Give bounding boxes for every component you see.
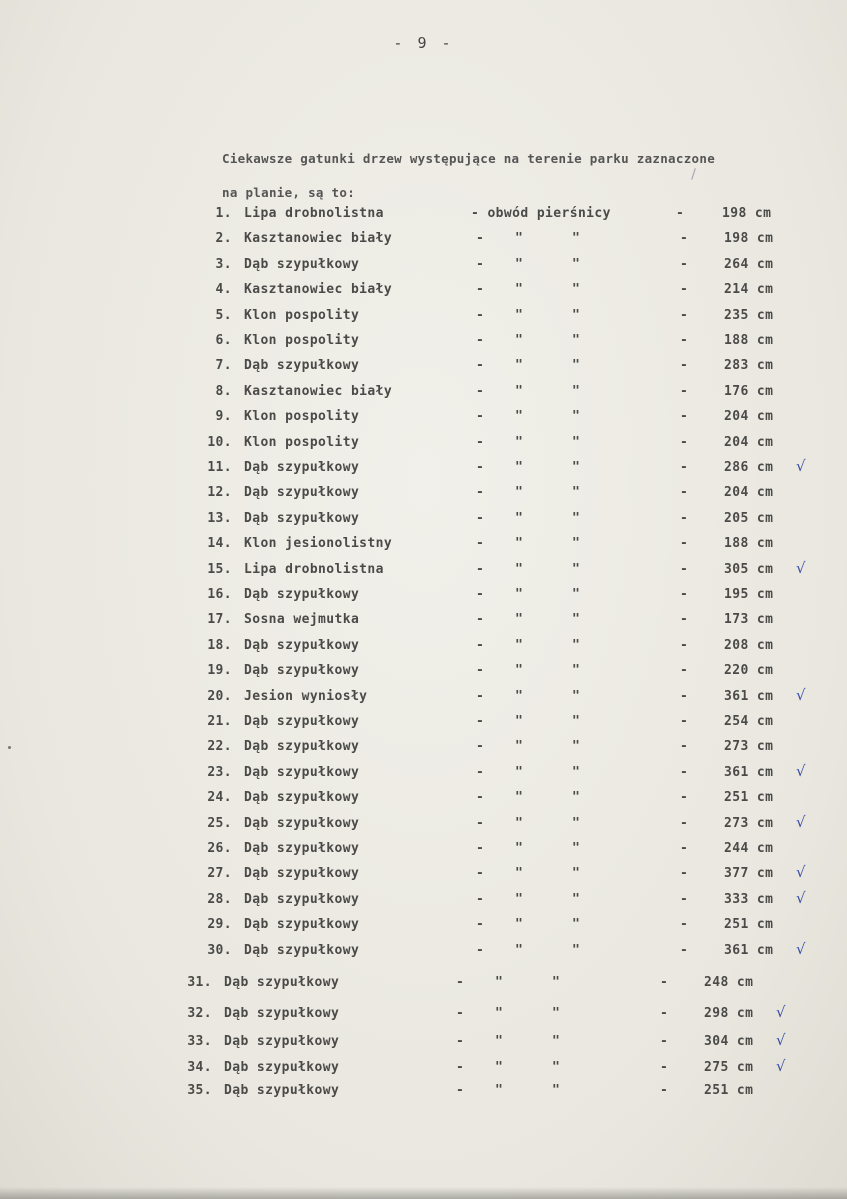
ditto-mark: " xyxy=(515,510,524,526)
check-mark: √ xyxy=(776,1031,786,1049)
check-mark: √ xyxy=(796,939,806,958)
row-number: 13. xyxy=(207,510,232,526)
row-number: 32. xyxy=(187,1006,212,1021)
row-number: 30. xyxy=(207,942,232,958)
ditto-mark: " xyxy=(515,739,524,755)
ditto-mark: " xyxy=(572,510,581,526)
ditto-mark: " xyxy=(515,790,524,806)
page-number: - 9 - xyxy=(393,34,454,52)
row-dash: - xyxy=(680,587,689,602)
ditto-mark: " xyxy=(552,1034,561,1049)
table-row xyxy=(0,888,847,914)
row-dash: - xyxy=(680,358,689,374)
ditto-mark: " xyxy=(552,1006,561,1021)
intro-line-2: na planie, są to: xyxy=(222,185,356,200)
tree-name: Lipa drobnolistna xyxy=(244,206,384,221)
ditto-mark: " xyxy=(552,1060,561,1075)
ditto-mark: " xyxy=(572,866,581,882)
table-row xyxy=(0,257,847,279)
ditto-mark: " xyxy=(515,815,524,831)
ditto-mark: " xyxy=(572,358,581,374)
ditto-mark: " xyxy=(515,688,524,704)
row-dash: - xyxy=(680,714,689,729)
table-row xyxy=(0,435,847,457)
row-number: 26. xyxy=(207,841,232,856)
girth-value: 235 cm xyxy=(724,307,774,323)
girth-value: 333 cm xyxy=(724,891,774,907)
ditto-mark: " xyxy=(572,790,581,806)
girth-value: 188 cm xyxy=(724,536,774,552)
row-number: 11. xyxy=(207,460,232,475)
ditto-mark: " xyxy=(515,282,524,298)
ditto-mark: " xyxy=(572,891,581,907)
row-dash: - xyxy=(680,891,689,907)
row-dash: - xyxy=(680,333,689,348)
row-dash: - xyxy=(680,282,689,298)
table-row xyxy=(0,939,847,965)
row-dash: - xyxy=(680,917,689,933)
row-dash: - xyxy=(680,815,689,831)
row-dash: - xyxy=(680,536,689,552)
tree-name: Dąb szypułkowy xyxy=(244,866,360,882)
ditto-mark: " xyxy=(572,841,581,856)
row-dash: - xyxy=(680,561,689,577)
row-dash: - xyxy=(680,485,689,501)
row-number: 2. xyxy=(215,231,232,247)
tree-name: Dąb szypułkowy xyxy=(224,1083,340,1098)
girth-value: 188 cm xyxy=(724,333,774,348)
tree-name: Jesion wyniosły xyxy=(244,688,368,704)
ditto-mark: " xyxy=(515,307,524,323)
ditto-mark: " xyxy=(495,1060,504,1075)
tree-name: Dąb szypułkowy xyxy=(244,510,360,526)
table-row xyxy=(0,1003,847,1028)
ditto-dash: - xyxy=(476,612,485,628)
tree-name: Dąb szypułkowy xyxy=(224,975,340,990)
ditto-mark: " xyxy=(572,536,581,552)
row-number: 34. xyxy=(187,1060,212,1075)
row-dash: - xyxy=(660,1060,669,1075)
girth-value: 244 cm xyxy=(724,841,774,856)
ditto-mark: " xyxy=(515,409,524,425)
ditto-dash: - xyxy=(476,917,485,933)
girth-value: 248 cm xyxy=(704,975,754,990)
check-mark: √ xyxy=(796,761,806,780)
table-row xyxy=(0,1057,847,1082)
ditto-dash: - xyxy=(476,434,485,450)
girth-value: 176 cm xyxy=(724,383,774,399)
ditto-mark: " xyxy=(572,256,581,272)
table-row xyxy=(0,558,847,584)
ditto-mark: " xyxy=(515,917,524,933)
ditto-dash: - xyxy=(476,942,485,958)
table-row xyxy=(0,739,847,761)
table-row xyxy=(0,790,847,812)
ditto-mark: " xyxy=(515,866,524,882)
row-number: 20. xyxy=(207,688,232,704)
ditto-dash: - xyxy=(476,358,485,374)
ditto-dash: - xyxy=(476,460,485,475)
row-dash: - xyxy=(680,764,689,780)
ditto-mark: " xyxy=(572,739,581,755)
girth-value: 214 cm xyxy=(724,282,774,298)
girth-value: 377 cm xyxy=(724,866,774,882)
ditto-dash: - xyxy=(476,663,485,679)
table-row xyxy=(0,975,847,997)
row-dash: - xyxy=(660,1083,669,1098)
ditto-dash: - xyxy=(456,975,465,990)
row-number: 12. xyxy=(207,485,232,501)
tree-name: Dąb szypułkowy xyxy=(244,460,360,475)
girth-value: 173 cm xyxy=(724,612,774,628)
row-number: 14. xyxy=(207,536,232,552)
ditto-mark: " xyxy=(572,231,581,247)
table-row xyxy=(0,587,847,609)
ditto-dash: - xyxy=(476,841,485,856)
tree-name: Klon pospolity xyxy=(244,333,360,348)
tree-name: Dąb szypułkowy xyxy=(244,841,360,856)
ditto-mark: " xyxy=(515,891,524,907)
tree-name: Kasztanowiec biały xyxy=(244,383,393,399)
girth-value: 208 cm xyxy=(724,637,774,653)
ditto-mark: " xyxy=(515,841,524,856)
girth-value: 273 cm xyxy=(724,815,774,831)
row-number: 8. xyxy=(215,383,232,399)
girth-value: 204 cm xyxy=(724,485,774,501)
row-number: 9. xyxy=(215,409,232,425)
tree-name: Dąb szypułkowy xyxy=(224,1060,340,1075)
table-row xyxy=(0,231,847,253)
row-dash: - xyxy=(680,383,689,399)
ditto-dash: - xyxy=(476,256,485,272)
ditto-mark: " xyxy=(572,460,581,475)
row-number: 3. xyxy=(215,256,232,272)
tree-name: Klon pospolity xyxy=(244,409,360,425)
tree-name: Dąb szypułkowy xyxy=(244,942,360,958)
row-number: 18. xyxy=(207,637,232,653)
ditto-mark: " xyxy=(515,383,524,399)
row-dash: - xyxy=(660,1034,669,1049)
ditto-dash: - xyxy=(476,485,485,501)
ditto-mark: " xyxy=(515,637,524,653)
girth-value: 205 cm xyxy=(724,510,774,526)
table-row xyxy=(0,333,847,355)
ditto-mark: " xyxy=(572,688,581,704)
ditto-mark: " xyxy=(572,383,581,399)
ditto-mark: " xyxy=(515,942,524,958)
ditto-mark: " xyxy=(572,333,581,348)
ditto-mark: " xyxy=(572,714,581,729)
ditto-mark: " xyxy=(572,561,581,577)
tree-name: Dąb szypułkowy xyxy=(224,1006,340,1021)
table-row xyxy=(0,863,847,888)
ditto-mark: " xyxy=(515,587,524,602)
row-dash: - xyxy=(680,637,689,653)
table-row xyxy=(0,536,847,558)
ditto-mark: " xyxy=(515,460,524,475)
check-mark: √ xyxy=(776,1003,786,1021)
ditto-dash: - xyxy=(476,688,485,704)
ditto-mark: " xyxy=(515,561,524,577)
check-mark: √ xyxy=(776,1057,786,1075)
tree-name: Dąb szypułkowy xyxy=(244,815,360,831)
tree-name: Dąb szypułkowy xyxy=(244,587,360,602)
ditto-dash: - xyxy=(476,866,485,882)
ditto-dash: - xyxy=(476,231,485,247)
tree-name: Dąb szypułkowy xyxy=(244,256,360,272)
ditto-dash: - xyxy=(456,1034,465,1049)
ditto-mark: " xyxy=(515,536,524,552)
girth-value: 264 cm xyxy=(724,256,774,272)
ditto-dash: - xyxy=(476,790,485,806)
girth-value: 361 cm xyxy=(724,764,774,780)
row-number: 19. xyxy=(207,663,232,679)
ditto-dash: - xyxy=(456,1060,465,1075)
row-dash: - xyxy=(676,206,685,221)
row-number: 4. xyxy=(215,282,232,298)
page-bottom-edge xyxy=(0,1187,847,1199)
ditto-mark: " xyxy=(515,485,524,501)
ditto-mark: " xyxy=(515,612,524,628)
check-mark: √ xyxy=(796,457,806,475)
row-dash: - xyxy=(680,663,689,679)
ditto-dash: - xyxy=(456,1083,465,1098)
ditto-mark: " xyxy=(495,975,504,990)
girth-value: 305 cm xyxy=(724,561,774,577)
girth-value: 220 cm xyxy=(724,663,774,679)
table-row xyxy=(0,485,847,507)
check-mark: √ xyxy=(796,863,806,882)
ditto-dash: - xyxy=(456,1006,465,1021)
row-dash: - xyxy=(680,307,689,323)
row-dash: - xyxy=(680,460,689,475)
girth-value: 304 cm xyxy=(704,1034,754,1049)
girth-value: 361 cm xyxy=(724,942,774,958)
check-mark: √ xyxy=(796,558,806,577)
tree-name: Sosna wejmutka xyxy=(244,612,360,628)
ditto-dash: - xyxy=(476,561,485,577)
tree-name: Dąb szypułkowy xyxy=(244,917,360,933)
ditto-dash: - xyxy=(476,409,485,425)
table-row xyxy=(0,1083,847,1105)
ditto-mark: " xyxy=(495,1006,504,1021)
tree-name: Dąb szypułkowy xyxy=(224,1034,340,1049)
table-row xyxy=(0,409,847,431)
table-row xyxy=(0,308,847,330)
ditto-dash: - xyxy=(476,282,485,298)
ditto-mark: " xyxy=(515,256,524,272)
ditto-mark: " xyxy=(572,764,581,780)
tree-name: Kasztanowiec biały xyxy=(244,282,393,298)
ditto-mark: " xyxy=(572,307,581,323)
ditto-mark: " xyxy=(572,409,581,425)
row-dash: - xyxy=(680,866,689,882)
ditto-dash: - xyxy=(476,536,485,552)
girth-value: 198 cm xyxy=(722,206,772,221)
ditto-mark: " xyxy=(572,282,581,298)
row-dash: - xyxy=(660,975,669,990)
table-row xyxy=(0,384,847,406)
column-label: - obwód pierśnicy xyxy=(471,206,611,221)
row-dash: - xyxy=(680,434,689,450)
table-row xyxy=(0,638,847,660)
table-row xyxy=(0,685,847,711)
row-dash: - xyxy=(680,739,689,755)
table-row xyxy=(0,917,847,939)
tree-name: Dąb szypułkowy xyxy=(244,714,360,729)
ditto-mark: " xyxy=(572,587,581,602)
tree-name: Dąb szypułkowy xyxy=(244,663,360,679)
ditto-dash: - xyxy=(476,815,485,831)
row-dash: - xyxy=(680,612,689,628)
tree-name: Dąb szypułkowy xyxy=(244,637,360,653)
row-dash: - xyxy=(680,409,689,425)
ditto-mark: " xyxy=(495,1034,504,1049)
table-row xyxy=(0,1031,847,1056)
ditto-dash: - xyxy=(476,383,485,399)
ditto-mark: " xyxy=(572,917,581,933)
row-number: 31. xyxy=(187,975,212,990)
table-row xyxy=(0,282,847,304)
row-number: 28. xyxy=(207,891,232,907)
check-mark: √ xyxy=(796,685,806,704)
girth-value: 251 cm xyxy=(704,1083,754,1098)
row-number: 22. xyxy=(207,739,232,755)
row-dash: - xyxy=(680,790,689,806)
table-row xyxy=(0,761,847,787)
row-number: 33. xyxy=(187,1034,212,1049)
table-row xyxy=(0,841,847,863)
tree-name: Kasztanowiec biały xyxy=(244,231,393,247)
tree-name: Dąb szypułkowy xyxy=(244,790,360,806)
ditto-mark: " xyxy=(572,663,581,679)
ditto-dash: - xyxy=(476,587,485,602)
table-row xyxy=(0,457,847,482)
ditto-mark: " xyxy=(515,358,524,374)
ditto-dash: - xyxy=(476,891,485,907)
row-number: 7. xyxy=(215,358,232,374)
row-dash: - xyxy=(680,510,689,526)
tree-name: Dąb szypułkowy xyxy=(244,358,360,374)
ditto-dash: - xyxy=(476,764,485,780)
girth-value: 275 cm xyxy=(704,1060,754,1075)
girth-value: 195 cm xyxy=(724,587,774,602)
row-number: 21. xyxy=(207,714,232,729)
ditto-mark: " xyxy=(515,434,524,450)
ditto-mark: " xyxy=(572,815,581,831)
row-number: 23. xyxy=(207,764,232,780)
ditto-mark: " xyxy=(515,333,524,348)
girth-value: 198 cm xyxy=(724,231,774,247)
ditto-mark: " xyxy=(572,612,581,628)
ditto-mark: " xyxy=(515,663,524,679)
row-number: 35. xyxy=(187,1083,212,1098)
ditto-mark: " xyxy=(552,975,561,990)
ditto-dash: - xyxy=(476,714,485,729)
row-number: 29. xyxy=(207,917,232,933)
girth-value: 283 cm xyxy=(724,358,774,374)
girth-value: 286 cm xyxy=(724,460,774,475)
girth-value: 254 cm xyxy=(724,714,774,729)
table-row xyxy=(0,612,847,634)
row-number: 17. xyxy=(207,612,232,628)
tree-name: Dąb szypułkowy xyxy=(244,891,360,907)
girth-value: 204 cm xyxy=(724,434,774,450)
row-number: 10. xyxy=(207,434,232,450)
tree-name: Dąb szypułkowy xyxy=(244,485,360,501)
intro-line-1: Ciekawsze gatunki drzew występujące na terenie parku zaznaczone xyxy=(222,151,716,166)
table-row xyxy=(0,206,847,228)
tree-name: Klon pospolity xyxy=(244,434,360,450)
row-dash: - xyxy=(680,841,689,856)
ditto-dash: - xyxy=(476,637,485,653)
row-dash: - xyxy=(680,231,689,247)
ditto-mark: " xyxy=(572,637,581,653)
table-row xyxy=(0,358,847,380)
row-dash: - xyxy=(680,256,689,272)
ditto-mark: " xyxy=(515,231,524,247)
girth-value: 273 cm xyxy=(724,739,774,755)
table-row xyxy=(0,812,847,838)
ditto-dash: - xyxy=(476,307,485,323)
tree-name: Klon pospolity xyxy=(244,307,360,323)
row-dash: - xyxy=(660,1006,669,1021)
row-number: 5. xyxy=(215,307,232,323)
ditto-mark: " xyxy=(552,1083,561,1098)
tree-name: Klon jesionolistny xyxy=(244,536,393,552)
tree-name: Dąb szypułkowy xyxy=(244,764,360,780)
check-mark: √ xyxy=(796,812,806,831)
table-row xyxy=(0,663,847,685)
ditto-dash: - xyxy=(476,739,485,755)
row-number: 6. xyxy=(215,333,232,348)
girth-value: 298 cm xyxy=(704,1006,754,1021)
ditto-dash: - xyxy=(476,510,485,526)
girth-value: 361 cm xyxy=(724,688,774,704)
ditto-mark: " xyxy=(495,1083,504,1098)
row-dash: - xyxy=(680,688,689,704)
intro-paragraph xyxy=(222,142,822,210)
row-number: 15. xyxy=(207,561,232,577)
ditto-mark: " xyxy=(515,714,524,729)
row-dash: - xyxy=(680,942,689,958)
tree-name: Lipa drobnolistna xyxy=(244,561,384,577)
table-row xyxy=(0,511,847,533)
margin-speck xyxy=(8,746,11,749)
row-number: 27. xyxy=(207,866,232,882)
tree-name: Dąb szypułkowy xyxy=(244,739,360,755)
ditto-mark: " xyxy=(572,485,581,501)
row-number: 1. xyxy=(215,206,232,221)
ditto-dash: - xyxy=(476,333,485,348)
row-number: 25. xyxy=(207,815,232,831)
check-mark: √ xyxy=(796,888,806,907)
girth-value: 251 cm xyxy=(724,917,774,933)
girth-value: 251 cm xyxy=(724,790,774,806)
table-row xyxy=(0,714,847,736)
ditto-mark: " xyxy=(515,764,524,780)
row-number: 16. xyxy=(207,587,232,602)
ditto-mark: " xyxy=(572,434,581,450)
ditto-mark: " xyxy=(572,942,581,958)
row-number: 24. xyxy=(207,790,232,806)
girth-value: 204 cm xyxy=(724,409,774,425)
